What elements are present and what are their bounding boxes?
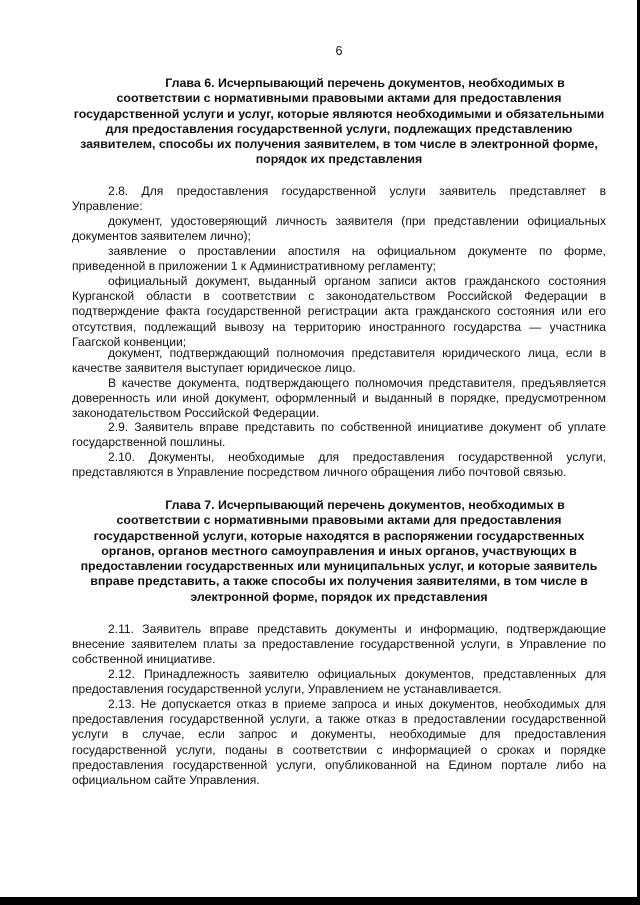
chapter-7-title: Глава 7. Исчерпывающий перечень документов, необходимых в соответствии с нормативными правовыми актами для предоставления государственной услуги, которые находятся в распоряжении государственных органов, органов местного самоуправления и иных органов, участвующих в предоставлении государственных или муниципальных услуг, и которые заявитель вправе представить, а также способы их получения заявителями, в том числе в электронной форме, порядок их представления	[80, 498, 598, 604]
list-item-official-document: официальный документ, выданный органом записи актов гражданского состояния Курганской области в соответствии с законодательством Российской Федерации в подтверждение факта государственной регистрации акта гражданского состояния или его отсутствия, подлежащий вывозу на территорию иностранного государства — участника Гаагской конвенции;	[72, 274, 606, 349]
paragraph-2-13: 2.13. Не допускается отказ в приеме запроса и иных документов, необходимых для предоставления государственной услуги, а также отказ в предоставлении государственной услуги в случае, если запрос и документы, необходимые для предоставления государственной услуги, поданы в соответствии с информацией о сроках и порядке предоставления государственной услуги, опубликованной на Едином портале либо на официальном сайте Управления.	[72, 697, 606, 788]
list-item-identity-document: документ, удостоверяющий личность заявителя (при представлении официальных документов заявителем лично);	[72, 214, 606, 244]
list-item-authority-document: документ, подтверждающий полномочия представителя юридического лица, если в качестве заявителя выступает юридическое лицо.	[72, 346, 606, 376]
paragraph-2-12: 2.12. Принадлежность заявителю официальных документов, представленных для предоставления государственной услуги, Управлением не устанавливается.	[72, 667, 606, 697]
paragraph-2-10: 2.10. Документы, необходимые для предоставления государственной услуги, представляются в Управление посредством личного обращения либо почтовой связью.	[72, 450, 606, 480]
paragraph-2-9: 2.9. Заявитель вправе представить по собственной инициативе документ об уплате государственной пошлины.	[72, 420, 606, 450]
paragraph-representative: В качестве документа, подтверждающего полномочия представителя, предъявляется доверенность или иной документ, оформленный и выданный в порядке, предусмотренном законодательством Российской Федерации.	[72, 376, 606, 421]
page-number: 6	[335, 44, 343, 58]
list-item-apostille-application: заявление о проставлении апостиля на официальном документе по форме, приведенной в приложении 1 к Административному регламенту;	[72, 244, 606, 274]
paragraph-2-11: 2.11. Заявитель вправе представить документы и информацию, подтверждающие внесение заявителем платы за предоставление государственной услуги, в Управление по собственной инициативе.	[72, 622, 606, 667]
chapter-6-title: Глава 6. Исчерпывающий перечень документов, необходимых в соответствии с нормативными правовыми актами для предоставления государственной услуги и услуг, которые являются необходимыми и обязательными для предоставления государственной услуги, подлежащих представлению заявителем, способы их получения заявителем, в том числе в электронной форме, порядок их представления	[73, 76, 605, 167]
scan-edge-bottom	[0, 897, 640, 905]
paragraph-2-8: 2.8. Для предоставления государственной услуги заявитель представляет в Управление:	[72, 184, 606, 214]
